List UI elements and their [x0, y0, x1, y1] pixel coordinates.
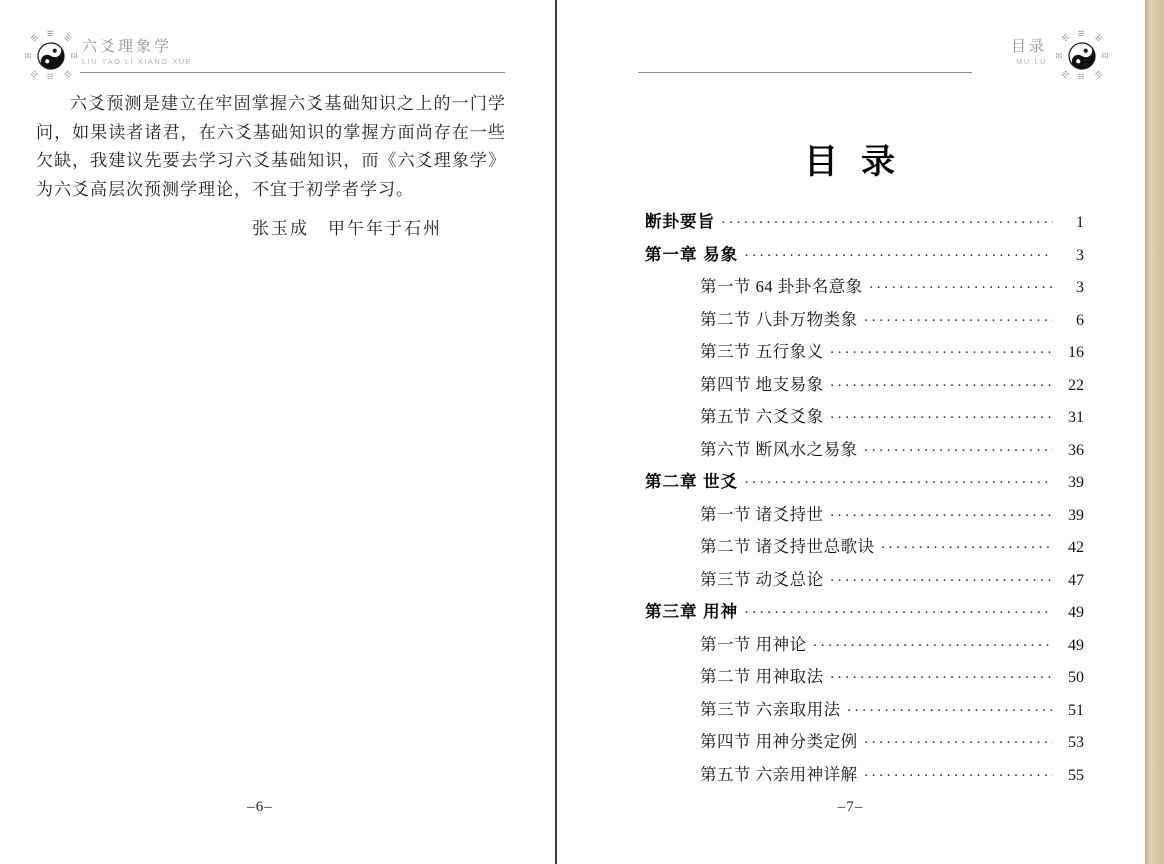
toc-entry	[645, 533, 1084, 566]
toc-entry-label: 第六节 断风水之易象	[700, 439, 858, 459]
toc-entry	[645, 663, 1084, 696]
toc-entry-page: 1	[1076, 214, 1084, 231]
right-running-header	[917, 38, 1047, 67]
toc-dot-leader	[721, 215, 1053, 232]
toc-entry-page: 3	[1076, 246, 1084, 264]
toc-entry	[645, 208, 1084, 241]
toc-entry-page: 49	[1068, 604, 1084, 621]
toc-entry	[645, 761, 1084, 794]
toc-entry	[645, 631, 1084, 664]
toc-entry	[645, 241, 1084, 274]
trigram-icon	[1057, 52, 1064, 58]
yin-yang-icon	[1066, 40, 1098, 72]
toc-entry-label: 第一节 用神论	[700, 634, 807, 654]
right-page	[557, 0, 1144, 864]
left-page	[0, 0, 555, 864]
toc-dot-leader	[813, 638, 1053, 655]
toc-entry	[645, 598, 1084, 631]
book-edge-strip	[1145, 0, 1164, 864]
section-header-pinyin: MU LU	[1016, 57, 1047, 66]
header-rule	[80, 72, 505, 73]
trigram-icon	[26, 52, 33, 58]
left-running-header	[82, 38, 192, 67]
toc-entry-label: 第五节 六亲用神详解	[700, 764, 858, 784]
toc-entry-label: 第一章 易象	[645, 245, 739, 264]
toc-entry-page: 55	[1068, 766, 1084, 784]
toc-dot-leader	[830, 378, 1053, 395]
toc-entry-label: 第一节 诸爻持世	[700, 504, 824, 524]
toc-entry-label: 第二节 用神取法	[700, 667, 824, 686]
toc-list	[645, 208, 1084, 793]
toc-entry-page: 51	[1068, 701, 1084, 719]
taiji-bagua-logo	[1057, 31, 1107, 81]
trigram-icon	[69, 52, 76, 58]
header-rule	[638, 72, 972, 73]
toc-entry	[645, 728, 1084, 761]
toc-dot-leader	[864, 768, 1053, 785]
toc-entry-label: 第三章 用神	[645, 603, 739, 621]
toc-dot-leader	[830, 573, 1053, 590]
section-header: 目录	[1010, 38, 1047, 55]
toc-entry-page: 31	[1068, 409, 1084, 426]
toc-entry	[645, 306, 1084, 339]
taiji-bagua-logo	[26, 31, 76, 81]
toc-dot-leader	[830, 508, 1053, 525]
toc-entry-label: 断卦要旨	[645, 213, 715, 231]
toc-dot-leader	[881, 540, 1053, 557]
toc-entry	[645, 696, 1084, 729]
toc-title: 目 录	[804, 144, 897, 181]
toc-dot-leader	[864, 443, 1053, 460]
toc-dot-leader	[847, 703, 1053, 720]
toc-entry	[645, 566, 1084, 599]
trigram-icon	[1100, 52, 1107, 58]
book-title: 六爻理象学	[82, 38, 173, 55]
toc-entry-page: 39	[1068, 506, 1084, 524]
toc-entry-page: 39	[1068, 474, 1084, 491]
right-page-number: –7–	[837, 799, 864, 815]
toc-entry	[645, 273, 1084, 306]
toc-entry	[645, 436, 1084, 469]
toc-dot-leader	[830, 345, 1053, 362]
toc-entry-page: 3	[1076, 279, 1084, 296]
preface-paragraph: 六爻预测是建立在牢固掌握六爻基础知识之上的一门学问，如果读者诸君，在六爻基础知识的掌握方面尚存在一些欠缺，我建议先要去学习六爻基础知识，而《六爻理象学》为六爻高层次预测学理论，不宜于初学者学习。	[36, 94, 506, 199]
toc-entry-label: 第二节 诸爻持世总歌诀	[700, 537, 875, 556]
toc-entry-label: 第四节 地支易象	[700, 374, 824, 394]
toc-entry-label: 第四节 用神分类定例	[700, 732, 858, 751]
toc-dot-leader	[864, 735, 1053, 752]
toc-dot-leader	[830, 670, 1053, 687]
author-signature: 张玉成 甲午年于石州	[252, 219, 442, 238]
yin-yang-icon	[35, 40, 67, 72]
toc-entry	[645, 468, 1084, 501]
toc-entry-page: 6	[1076, 311, 1084, 329]
toc-entry-page: 47	[1068, 571, 1084, 589]
left-page-number: –6–	[247, 799, 273, 815]
toc-dot-leader	[864, 313, 1053, 330]
toc-dot-leader	[744, 605, 1053, 622]
trigram-icon	[47, 31, 53, 38]
trigram-icon	[47, 74, 53, 81]
toc-dot-leader	[830, 410, 1053, 427]
trigram-icon	[1078, 74, 1084, 81]
toc-entry-label: 第二章 世爻	[645, 473, 739, 491]
toc-entry-page: 50	[1068, 669, 1084, 686]
toc-entry-page: 53	[1068, 734, 1084, 751]
book-title-pinyin: LIU YAO LI XIANG XUE	[82, 57, 193, 66]
toc-entry-label: 第三节 动爻总论	[700, 569, 824, 589]
toc-entry	[645, 371, 1084, 404]
toc-entry-page: 22	[1068, 376, 1084, 394]
toc-dot-leader	[744, 248, 1053, 265]
trigram-icon	[1078, 31, 1084, 38]
toc-entry-label: 第三节 五行象义	[700, 342, 824, 361]
toc-entry	[645, 501, 1084, 534]
toc-dot-leader	[744, 475, 1053, 492]
toc-entry-page: 49	[1068, 636, 1084, 654]
toc-entry	[645, 403, 1084, 436]
toc-entry-label: 第二节 八卦万物类象	[700, 309, 858, 329]
toc-entry	[645, 338, 1084, 371]
toc-entry-label: 第三节 六亲取用法	[700, 699, 841, 719]
toc-entry-page: 16	[1068, 344, 1084, 361]
toc-entry-page: 42	[1068, 539, 1084, 556]
toc-entry-label: 第五节 六爻爻象	[700, 407, 824, 426]
toc-dot-leader	[869, 280, 1053, 297]
toc-entry-label: 第一节 64 卦卦名意象	[700, 277, 863, 296]
toc-entry-page: 36	[1068, 441, 1084, 459]
